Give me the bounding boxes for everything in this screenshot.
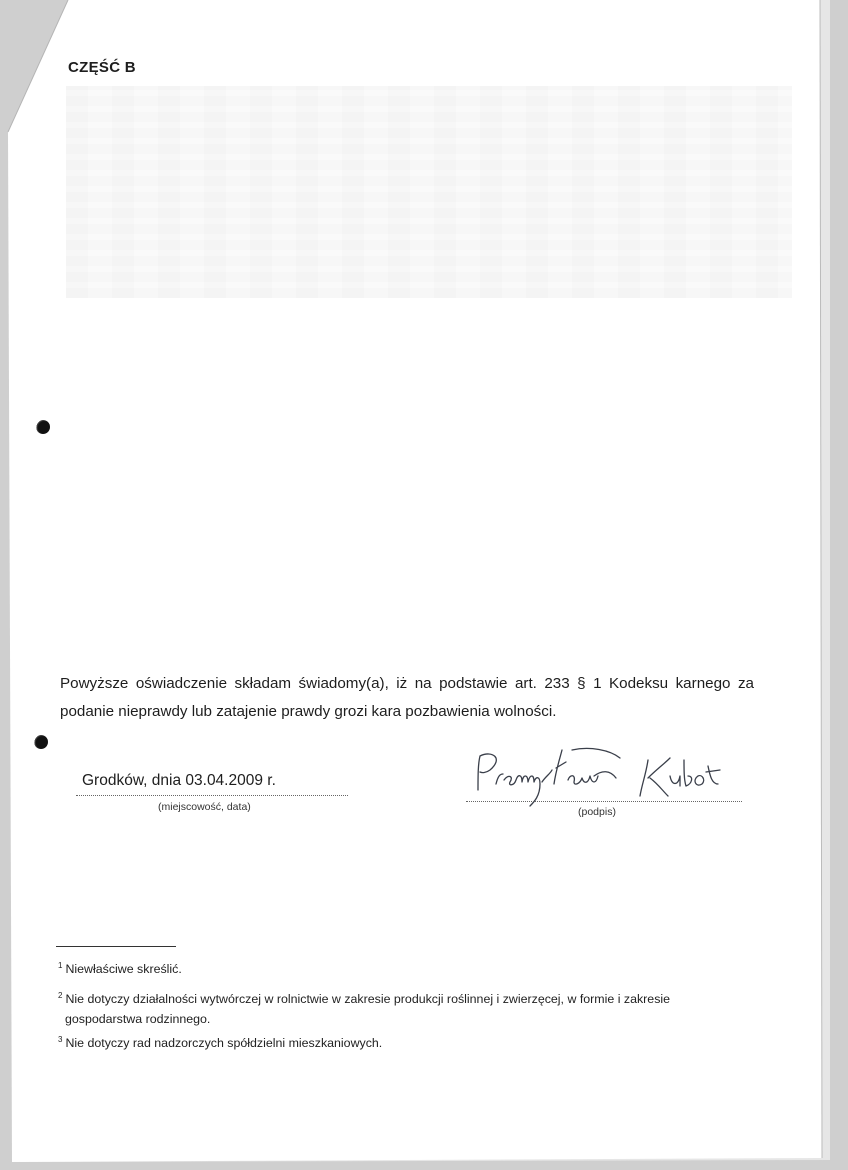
redacted-area xyxy=(66,86,792,298)
footnote-3 xyxy=(58,1030,382,1053)
declaration-statement: Powyższe oświadczenie składam świadomy(a), iż na podstawie art. 233 § 1 Kodeksu karnego za podanie nieprawdy lub zatajenie prawdy grozi kara pozbawienia wolności. xyxy=(60,675,754,720)
signature-line xyxy=(466,801,742,802)
footnote-text: Nie dotyczy działalności wytwórczej w rolnictwie w zakresie produkcji roślinnej i zwierzęcej, w formie i zakresie xyxy=(65,992,671,1006)
place-date-line xyxy=(76,795,348,796)
place-date-value: Grodków, dnia 03.04.2009 r. xyxy=(82,772,276,789)
signature-caption: (podpis) xyxy=(578,806,616,818)
footnote-1 xyxy=(58,956,182,979)
footnote-separator xyxy=(56,946,176,947)
footnote-mark: 2 xyxy=(58,991,63,1000)
footnote-2 xyxy=(58,986,670,1029)
punch-hole xyxy=(34,735,48,749)
footnote-text: Nie dotyczy rad nadzorczych spółdzielni mieszkaniowych. xyxy=(65,1036,383,1050)
place-date-caption: (miejscowość, data) xyxy=(158,801,251,813)
footnote-mark: 3 xyxy=(58,1035,63,1044)
footnote-text: Niewłaściwe skreślić. xyxy=(65,962,182,976)
section-heading: CZĘŚĆ B xyxy=(68,59,136,76)
punch-hole xyxy=(36,420,50,434)
footnote-mark: 1 xyxy=(58,961,63,970)
footnote-text-continuation: gospodarstwa rodzinnego. xyxy=(65,1012,211,1026)
